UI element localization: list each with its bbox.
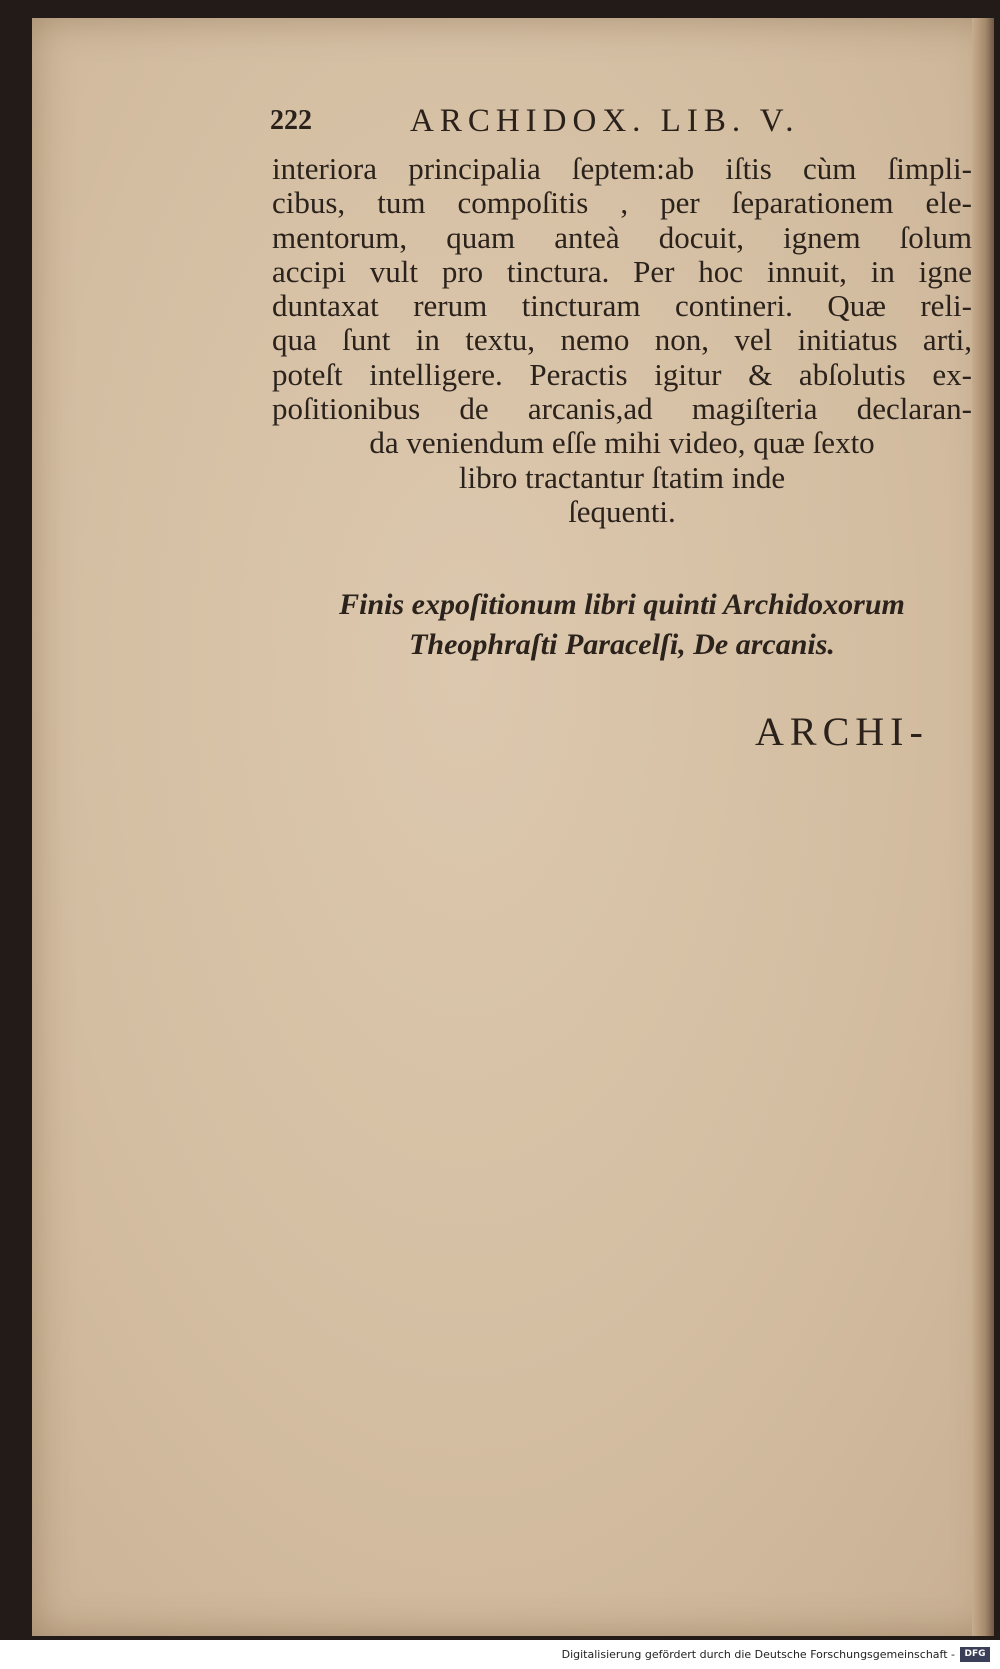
dfg-logo-icon: DFG xyxy=(960,1647,990,1662)
text-line: accipi vult pro tinctura. Per hoc innuit, in igne xyxy=(272,253,972,289)
footer-credit: Digitalisierung gefördert durch die Deutsche Forschungsgemeinschaft - xyxy=(561,1648,955,1661)
catchword: ARCHI- xyxy=(755,709,929,754)
running-head xyxy=(270,105,870,145)
text-line: poſitionibus de arcanis,ad magiſteria declaran- xyxy=(272,391,972,427)
text-line: ſequenti. xyxy=(568,493,676,529)
explicit-line: Theophraſti Paracelſi, De arcanis. xyxy=(409,628,835,661)
text-line: qua ſunt in textu, nemo non, vel initiatus arti, xyxy=(272,322,972,358)
text-line: mentorum, quam anteà docuit, ignem ſolum xyxy=(272,219,972,255)
footer-bar xyxy=(0,1640,1000,1669)
page-edge xyxy=(972,18,994,1636)
text-line: cibus, tum compoſitis , per ſeparationem ele- xyxy=(272,185,972,221)
text-line: libro tractantur ſtatim inde xyxy=(458,459,786,495)
text-line: duntaxat rerum tincturam contineri. Quæ reli- xyxy=(272,288,972,324)
page-number: 222 xyxy=(270,105,312,136)
running-title: ARCHIDOX. LIB. V. xyxy=(410,103,800,139)
body-text xyxy=(272,152,972,529)
text-line: da veniendum eſſe mihi video, quæ ſexto xyxy=(369,425,875,461)
explicit xyxy=(272,585,972,665)
text-line: poteſt intelligere. Peractis igitur & abſolutis ex- xyxy=(272,356,972,392)
explicit-line: Finis expoſitionum libri quinti Archidoxorum xyxy=(339,588,905,621)
text-line: interiora principalia ſeptem:ab iſtis cùm ſimpli- xyxy=(272,151,972,186)
